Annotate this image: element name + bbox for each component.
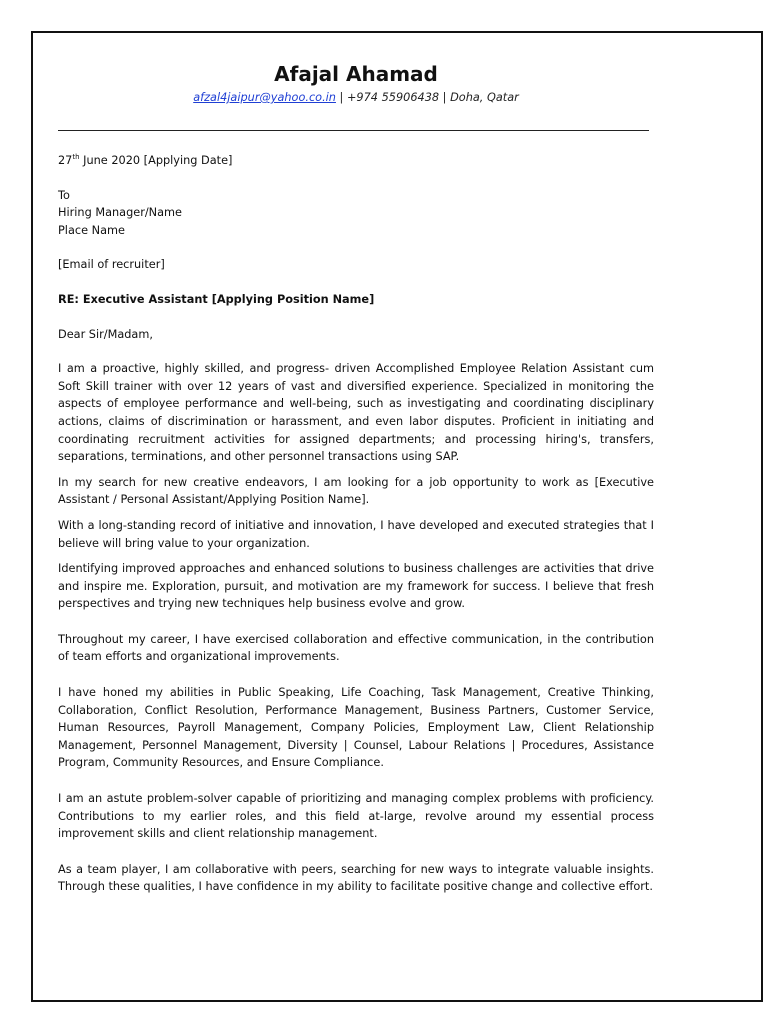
place-line: Place Name — [58, 223, 125, 237]
date-day: 27 — [58, 154, 73, 167]
date-suffix: th — [72, 153, 80, 161]
applicant-name: Afajal Ahamad — [274, 62, 438, 86]
salutation: Dear Sir/Madam, — [58, 327, 153, 341]
date-rest: June 2020 [Applying Date] — [79, 154, 233, 167]
paragraph-1: I am a proactive, highly skilled, and progress- driven Accomplished Employee Relation Assistant cum Soft Skill trainer with over 12 years of vast and diversified experience. Specialized in monitoring the aspects of employee performance and well-being, such as investigating and coordinating disciplinary actions, claims of discrimination or harassment, and even labor disputes. Proficient in initiating and coordinating recruitment activities for assigned departments; and processing hiring's, transfers, separations, terminations, and other personnel transactions using SAP. — [58, 362, 654, 464]
letter-content — [58, 62, 654, 896]
paragraph-4: Identifying improved approaches and enhanced solutions to business challenges are activities that drive and inspire me. Exploration, pursuit, and motivation are my framework for success. I believe that fresh perspectives and trying new techniques help business evolve and grow. — [58, 562, 654, 611]
contact-separator: | — [335, 91, 347, 104]
paragraph-3: With a long-standing record of initiative and innovation, I have developed and executed strategies that I believe will bring value to your organization. — [58, 518, 654, 550]
to-line: To — [58, 188, 70, 202]
subject-line: RE: Executive Assistant [Applying Position Name] — [58, 292, 375, 306]
letter-date — [58, 152, 654, 170]
paragraph-7: I am an astute problem-solver capable of prioritizing and managing complex problems with proficiency. Contributions to my earlier roles, and this field at-large, revolve around my essential process improvement skills and client relationship management. — [58, 792, 654, 841]
paragraph-6: I have honed my abilities in Public Speaking, Life Coaching, Task Management, Creative Thinking, Collaboration, Conflict Resolution, Performance Management, Business Partners, Customer Service, Human Resources, Payroll Management, Company Policies, Employment Law, Client Relationship Management, Personnel Management, Diversity | Counsel, Labour Relations | Procedures, Assistance Program, Community Resources, and Ensure Compliance. — [58, 686, 654, 770]
paragraph-8: As a team player, I am collaborative with peers, searching for new ways to integrate valuable insights. Through these qualities, I have confidence in my ability to facilitate positive change and collective effort. — [58, 862, 654, 894]
paragraph-2: In my search for new creative endeavors, I am looking for a job opportunity to work as [Executive Assistant / Personal Assistant/Applying Position Name]. — [58, 475, 654, 507]
location: Doha, Qatar — [450, 91, 519, 104]
recipient-line: Hiring Manager/Name — [58, 206, 182, 220]
email-link[interactable]: afzal4jaipur@yahoo.co.in — [193, 91, 336, 104]
paragraph-5: Throughout my career, I have exercised collaboration and effective communication, in the contribution of team efforts and organizational improvements. — [58, 632, 654, 664]
header-divider — [58, 130, 649, 131]
contact-line — [58, 90, 654, 106]
contact-separator: | — [439, 91, 451, 104]
phone-number: +974 55906438 — [346, 91, 440, 104]
recruiter-email-line: [Email of recruiter] — [58, 258, 165, 272]
